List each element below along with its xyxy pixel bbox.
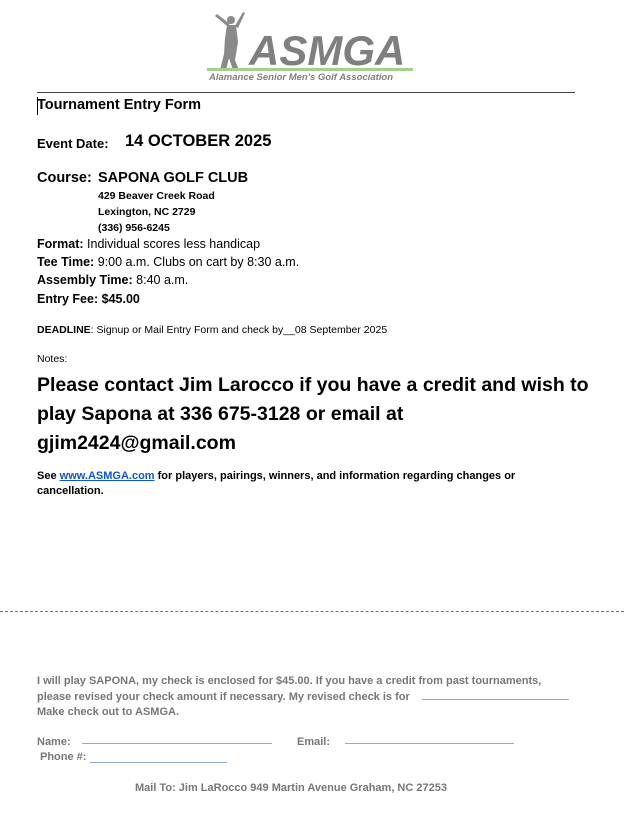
entry-fee-line: [37, 293, 140, 306]
email-label: Email:: [297, 736, 331, 748]
phone-label: Phone #:: [40, 751, 87, 763]
course-address-city: Lexington, NC 2729: [98, 206, 196, 218]
tee-time-line: [37, 256, 299, 269]
name-label: Name:: [37, 736, 71, 748]
pledge-text: [37, 674, 577, 721]
notes-body: Please contact Jim Larocco if you have a credit and wish to play Sapona at 336 675-3128 or email at gjim2424@gmail.com: [37, 374, 589, 454]
deadline-text: : Signup or Mail Entry Form and check by__08 September 2025: [90, 324, 388, 336]
assembly-time-label: Assembly Time:: [37, 273, 133, 287]
asmga-website-link[interactable]: www.ASMGA.com: [59, 470, 155, 482]
revised-amount-field[interactable]: [422, 699, 569, 700]
course-address-street: 429 Beaver Creek Road: [98, 190, 215, 202]
notes-label: Notes:: [37, 353, 68, 365]
asmga-logo: [205, 8, 420, 84]
name-field[interactable]: [82, 743, 272, 744]
check-payable-note: Make check out to ASMGA.: [37, 706, 180, 718]
email-field[interactable]: [345, 743, 514, 744]
format-line: [37, 238, 260, 251]
deadline-line: [37, 325, 387, 336]
format-value: Individual scores less handicap: [87, 237, 261, 251]
tee-time-label: Tee Time:: [37, 255, 95, 269]
course-phone: (336) 956-6245: [98, 222, 170, 234]
format-label: Format:: [37, 237, 84, 251]
event-date-label: Event Date:: [37, 136, 109, 151]
website-note-prefix: See: [37, 470, 60, 482]
deadline-label: DEADLINE: [37, 324, 91, 336]
tee-time-value: 9:00 a.m. Clubs on cart by 8:30 a.m.: [97, 255, 300, 269]
entry-fee-value: $45.00: [101, 292, 140, 306]
logo-wordmark: ASMGA: [249, 27, 406, 74]
form-title: Tournament Entry Form: [37, 97, 202, 113]
cut-line: [0, 611, 624, 612]
website-note-suffix: for players, pairings, winners, and information regarding changes or cancellation.: [37, 470, 516, 497]
header-rule: [37, 92, 575, 93]
assembly-time-line: [37, 274, 188, 287]
phone-field[interactable]: [90, 762, 227, 763]
golfer-icon: [215, 12, 245, 70]
pledge-body: I will play SAPONA, my check is enclosed for $45.00. If you have a credit from past tournaments, please revised your check amount if necessary. My revised check is for: [37, 675, 542, 703]
event-date-value: 14 OCTOBER 2025: [125, 132, 272, 150]
course-name: SAPONA GOLF CLUB: [98, 170, 249, 186]
logo-tagline: Alamance Senior Men's Golf Association: [209, 72, 394, 83]
assembly-time-value: 8:40 a.m.: [136, 273, 189, 287]
mail-to-address: Mail To: Jim LaRocco 949 Martin Avenue Graham, NC 27253: [135, 782, 447, 794]
entry-fee-label: Entry Fee:: [37, 292, 99, 306]
course-label: Course:: [37, 170, 92, 186]
website-note: [37, 469, 537, 499]
